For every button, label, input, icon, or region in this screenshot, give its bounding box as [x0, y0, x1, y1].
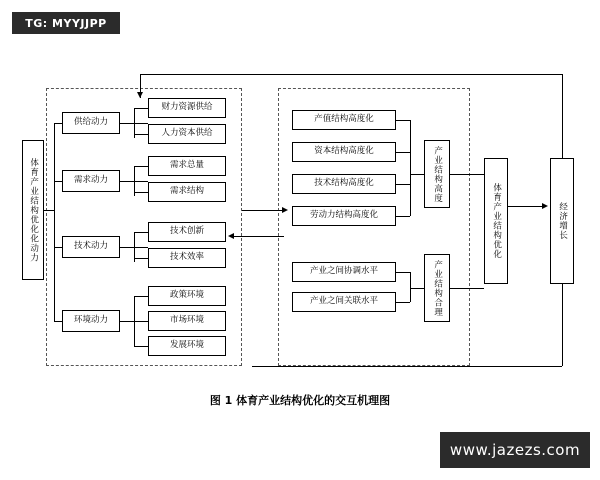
driver-group-2 — [62, 236, 120, 258]
connector-group0-top — [134, 108, 148, 109]
growth-box — [550, 158, 574, 284]
connector-advanced-3 — [396, 216, 410, 217]
driver-group-3-label: 环境动力 — [73, 315, 108, 326]
advanced-item-0 — [292, 110, 396, 130]
connector-spine-to-group0 — [54, 123, 62, 124]
advanced-item-3-label: 劳动力结构高度化 — [309, 210, 378, 221]
connector-spine-to-group2 — [54, 247, 62, 248]
driver-group-2-label: 技术动力 — [73, 241, 108, 252]
driver-item-0-0 — [148, 98, 226, 118]
connector-group2-top — [134, 232, 148, 233]
arrow-optimization-to-growth-head — [542, 203, 548, 209]
driver-group-0-label: 供给动力 — [73, 117, 108, 128]
feedback-top-up-line — [562, 74, 563, 158]
driver-item-2-0-label: 技术创新 — [169, 226, 204, 237]
driver-item-3-0-label: 政策环境 — [169, 290, 204, 301]
driver-item-0-1-label: 人力资本供给 — [161, 128, 213, 139]
arrow-structure-to-drivers-line — [232, 236, 284, 237]
driver-item-3-2-label: 发展环境 — [169, 340, 204, 351]
advanced-item-1 — [292, 142, 396, 162]
driver-group-3 — [62, 310, 120, 332]
connector-group3-top — [134, 296, 148, 297]
driver-group-1 — [62, 170, 120, 192]
connector-group2-bottom — [134, 258, 148, 259]
connector-rational-to-group — [410, 288, 424, 289]
feedback-top-line — [140, 74, 562, 75]
driver-item-1-1-label: 需求结构 — [169, 186, 204, 197]
optimization-box — [484, 158, 508, 284]
driver-item-0-0-label: 财力资源供给 — [161, 102, 213, 113]
driver-item-2-1-label: 技术效率 — [169, 252, 204, 263]
connector-rational-bracket — [410, 272, 411, 302]
connector-group3-mid — [134, 321, 148, 322]
figure-caption: 图 1 体育产业结构优化的交互机理图 — [209, 394, 391, 407]
rational-item-0-label: 产业之间协调水平 — [309, 266, 378, 277]
connector-spine-to-group1 — [54, 181, 62, 182]
left-driver-label: 体育产业结构优化化动力 — [28, 157, 39, 263]
connector-group0-bottom — [134, 134, 148, 135]
driver-group-0 — [62, 112, 120, 134]
advanced-item-1-label: 资本结构高度化 — [314, 146, 374, 157]
connector-spine-to-group3 — [54, 321, 62, 322]
driver-group-1-label: 需求动力 — [73, 175, 108, 186]
growth-label: 经济增长 — [557, 202, 568, 240]
left-driver-box — [22, 140, 44, 280]
connector-left-spine — [54, 123, 55, 321]
watermark-bottom-tag: www.jazezs.com — [440, 432, 590, 468]
connector-advanced-bracket — [410, 120, 411, 216]
watermark-top-tag: TG: MYYJJPP — [12, 12, 120, 34]
connector-advanced-2 — [396, 184, 410, 185]
advanced-group-label: 产业结构高度 — [432, 145, 443, 203]
arrow-drivers-to-structure-line — [242, 210, 284, 211]
connector-group1-bottom — [134, 192, 148, 193]
driver-item-3-1 — [148, 311, 226, 331]
connector-advanced-0 — [396, 120, 410, 121]
rational-group-box — [424, 254, 450, 322]
connector-rational-0 — [396, 272, 410, 273]
advanced-item-0-label: 产值结构高度化 — [314, 114, 374, 125]
feedback-down-line — [562, 284, 563, 366]
driver-item-3-1-label: 市场环境 — [169, 315, 204, 326]
driver-item-2-1 — [148, 248, 226, 268]
feedback-into-drivers-head — [137, 92, 143, 98]
connector-left-driver-to-spine — [44, 210, 54, 211]
connector-rational-to-optimization — [450, 288, 484, 289]
driver-item-1-1 — [148, 182, 226, 202]
arrow-structure-to-drivers-head — [228, 233, 234, 239]
optimization-label: 体育产业结构优化 — [491, 183, 502, 259]
driver-item-2-0 — [148, 222, 226, 242]
advanced-item-2 — [292, 174, 396, 194]
driver-item-0-1 — [148, 124, 226, 144]
arrow-optimization-to-growth-line — [508, 206, 544, 207]
connector-advanced-1 — [396, 152, 410, 153]
connector-group3-bottom — [134, 346, 148, 347]
driver-item-3-0 — [148, 286, 226, 306]
advanced-item-2-label: 技术结构高度化 — [314, 178, 374, 189]
driver-item-3-2 — [148, 336, 226, 356]
connector-advanced-to-group — [410, 174, 424, 175]
driver-item-1-0-label: 需求总量 — [169, 160, 204, 171]
advanced-item-3 — [292, 206, 396, 226]
connector-advanced-to-optimization — [450, 174, 484, 175]
rational-item-1 — [292, 292, 396, 312]
driver-item-1-0 — [148, 156, 226, 176]
connector-rational-1 — [396, 302, 410, 303]
arrow-drivers-to-structure-head — [282, 207, 288, 213]
advanced-group-box — [424, 140, 450, 208]
rational-item-1-label: 产业之间关联水平 — [309, 296, 378, 307]
rational-group-label: 产业结构合理 — [432, 259, 443, 317]
rational-item-0 — [292, 262, 396, 282]
feedback-bottom-line — [252, 366, 562, 367]
connector-group1-top — [134, 166, 148, 167]
